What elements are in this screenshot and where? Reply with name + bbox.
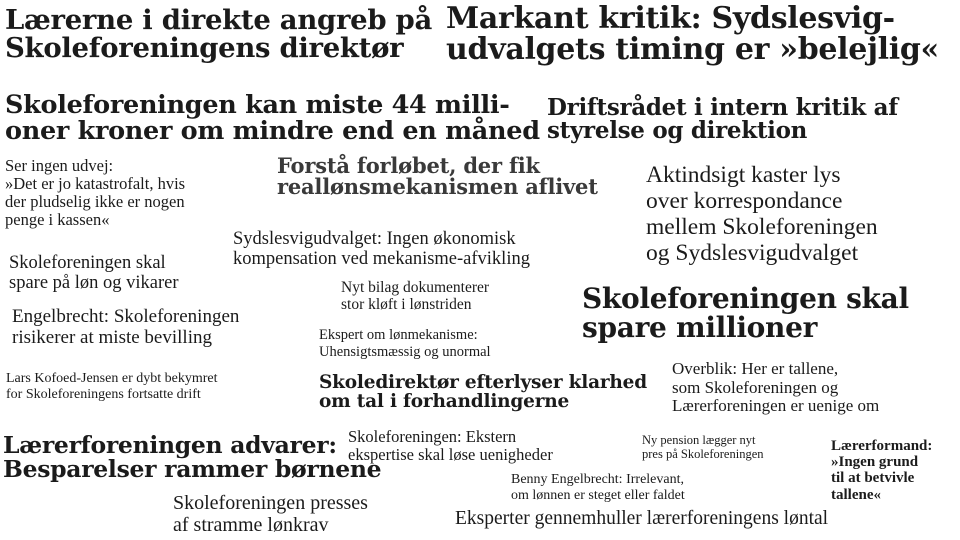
headline-line: Skoleforeningen skal bbox=[582, 282, 909, 315]
headline-line: af stramme lønkrav bbox=[173, 514, 329, 536]
headline-spare-millioner bbox=[582, 282, 909, 344]
headline-markant-kritik bbox=[446, 1, 939, 67]
headline-laererformand bbox=[831, 438, 932, 503]
headline-line: og Sydslesvigudvalget bbox=[646, 239, 859, 266]
headline-line: Uhensigtsmæssig og unormal bbox=[319, 343, 491, 360]
headline-line: risikerer at miste bevilling bbox=[12, 326, 212, 348]
headline-line: Skoleforeningens direktør bbox=[5, 32, 404, 65]
headline-presses-loenkrav bbox=[173, 492, 368, 536]
headline-line: Lærerformand: bbox=[831, 438, 933, 454]
headline-miste-44-millioner bbox=[5, 92, 540, 144]
headline-line: spare millioner bbox=[582, 310, 818, 344]
headline-line: Nyt bilag dokumenterer bbox=[341, 279, 490, 296]
headline-laererforeningen-advarer bbox=[3, 431, 382, 483]
headline-line: Aktindsigt kaster lys bbox=[646, 162, 841, 188]
headline-line: som Skoleforeningen og bbox=[672, 377, 839, 397]
headline-line: til at betvivle bbox=[831, 470, 915, 487]
headline-line: Ser ingen udvej: bbox=[5, 156, 114, 175]
headline-line: Skoleforeningen: Ekstern bbox=[348, 427, 517, 446]
headline-benny-engelbrecht-irrelevant bbox=[511, 472, 685, 504]
headline-line: oner kroner om mindre end en måned bbox=[5, 116, 540, 146]
headline-line: tallene« bbox=[831, 486, 881, 503]
headline-line: penge i kassen« bbox=[5, 210, 110, 230]
headline-ekstern-ekspertise bbox=[348, 428, 553, 464]
headline-line: Skoleforeningen skal bbox=[9, 253, 166, 273]
headline-line: Ny pension lægger nyt bbox=[642, 433, 756, 447]
headline-overblik-tallene bbox=[672, 360, 879, 416]
headline-line: pres på Skoleforeningen bbox=[642, 447, 764, 462]
headline-line: Benny Engelbrecht: Irrelevant, bbox=[511, 472, 684, 487]
headline-line: for Skoleforeningens fortsatte drift bbox=[6, 387, 201, 403]
headline-engelbrecht-bevilling bbox=[12, 307, 239, 349]
headline-line: »Det er jo katastrofalt, hvis bbox=[5, 174, 186, 194]
headline-line: om lønnen er steget eller faldet bbox=[511, 488, 685, 504]
headline-line: Lærerne i direkte angreb på bbox=[5, 4, 432, 36]
headline-line: Engelbrecht: Skoleforeningen bbox=[12, 306, 240, 327]
headline-line: udvalgets timing er »belejlig« bbox=[446, 31, 939, 67]
headline-line: mellem Skoleforeningen bbox=[646, 213, 878, 240]
headline-line: Lærerforeningen er uenige om bbox=[672, 396, 880, 416]
headline-line: reallønsmekanismen aflivet bbox=[277, 174, 598, 200]
headline-line: stor kløft i lønstriden bbox=[341, 296, 472, 314]
headline-line: over korrespondance bbox=[646, 187, 843, 214]
headline-line: Sydslesvigudvalget: Ingen økonomisk bbox=[233, 229, 516, 249]
headline-spare-paa-loen bbox=[9, 253, 179, 294]
headline-skoledirektoer-klarhed bbox=[319, 374, 647, 412]
headline-line: »Ingen grund bbox=[831, 454, 919, 471]
headline-aktindsigt bbox=[646, 163, 878, 266]
headline-line: Driftsrådet i intern kritik af bbox=[547, 94, 898, 121]
headline-line: Overblik: Her er tallene, bbox=[672, 359, 839, 378]
headline-line: Skoleforeningen kan miste 44 milli- bbox=[5, 90, 510, 120]
headline-ser-ingen-udvej bbox=[5, 157, 185, 230]
headline-line: spare på løn og vikarer bbox=[9, 273, 179, 294]
headline-line: Besparelser rammer børnene bbox=[3, 454, 382, 483]
headline-eksperter-gennemhuller bbox=[455, 508, 828, 529]
headline-sydslesvigudvalget-kompensation bbox=[233, 229, 530, 270]
headline-line: Ekspert om lønmekanisme: bbox=[319, 327, 478, 343]
headline-line: kompensation ved mekanisme-afvikling bbox=[233, 249, 530, 270]
headline-line: der pludselig ikke er nogen bbox=[5, 192, 185, 212]
headline-kofoed-jensen bbox=[6, 371, 217, 403]
headline-driftsraadet-kritik bbox=[547, 96, 898, 143]
headline-ekspert-loenmekanisme bbox=[319, 327, 491, 360]
headline-ny-pension bbox=[642, 433, 764, 462]
headline-line: Eksperter gennemhuller lærerforeningens løntal bbox=[455, 508, 829, 529]
headline-line: Lærerforeningen advarer: bbox=[3, 431, 337, 459]
headline-line: Lars Kofoed-Jensen er dybt bekymret bbox=[6, 371, 218, 386]
headline-line: om tal i forhandlingerne bbox=[319, 390, 570, 412]
headline-line: Skoledirektør efterlyser klarhed bbox=[319, 372, 647, 393]
headline-line: styrelse og direktion bbox=[547, 117, 808, 145]
headline-forstaa-forloebet bbox=[277, 155, 598, 198]
headline-line: Markant kritik: Sydslesvig- bbox=[446, 1, 895, 36]
headline-laererne-angreb bbox=[5, 4, 432, 65]
headline-nyt-bilag bbox=[341, 279, 489, 313]
headline-line: ekspertise skal løse uenigheder bbox=[348, 445, 553, 465]
headline-line: Skoleforeningen presses bbox=[173, 492, 368, 514]
headline-line: Forstå forløbet, der fik bbox=[277, 153, 540, 178]
